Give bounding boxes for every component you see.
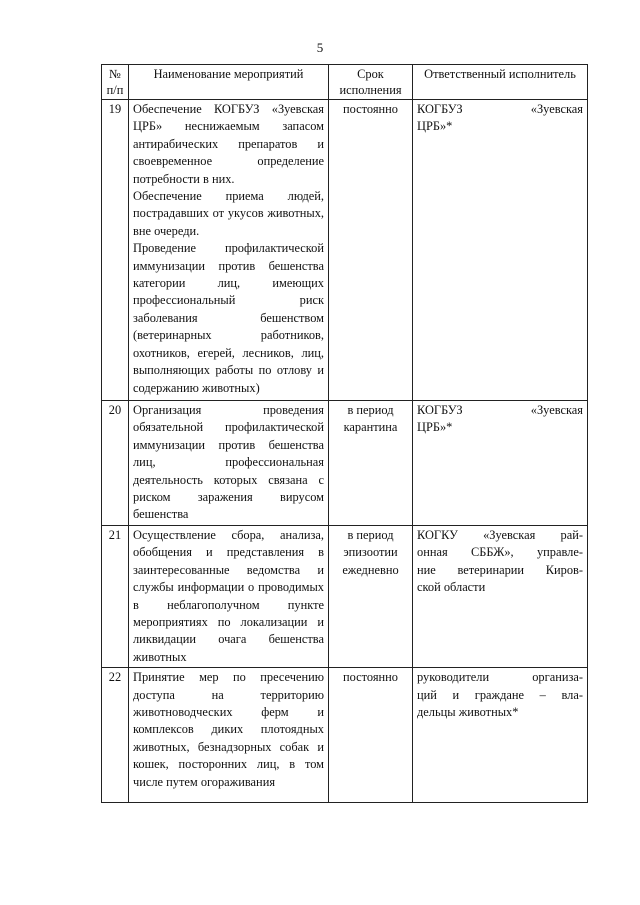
row-number: 21: [102, 526, 129, 668]
measure-name: [129, 668, 329, 803]
executor-line: дельцы животных*: [417, 705, 519, 720]
executor-line: КОГКУ «Зуевская рай-: [417, 528, 583, 542]
deadline: в период эпизоотии ежедневно: [329, 526, 413, 668]
table-row: [102, 526, 588, 668]
table-row: [102, 401, 588, 526]
executor-line: руководители организа-: [417, 670, 583, 685]
responsible-executor: [413, 526, 588, 668]
measure-paragraph: Обеспечение приема людей, пострадавших от укусов животных, вне очереди.: [133, 189, 324, 238]
executor-line: КОГБУЗ «Зуевская: [417, 403, 583, 417]
executor-line: КОГБУЗ «Зуевская: [417, 102, 583, 116]
header-term: Срок исполнения: [329, 65, 413, 100]
responsible-executor: [413, 401, 588, 526]
deadline: в период карантина: [329, 401, 413, 526]
measure-paragraph: Принятие мер по пресечению доступа на территорию животноводческих ферм и комплексов диких плотоядных животных, безнадзорных собак и кошек, посторонних лиц, в том числе путем огораживания: [133, 670, 324, 789]
responsible-executor: [413, 100, 588, 401]
measure-paragraph: Осуществление сбора, анализа, обобщения и представления в заинтересованные ведомства и службы информации о проводимых в неблагополучном пункте мероприятиях по локализации и ликвидации очага бешенства животных: [133, 528, 324, 664]
responsible-executor: [413, 668, 588, 803]
measure-paragraph: Обеспечение КОГБУЗ «Зуевская ЦРБ» неснижаемым запасом антирабических препаратов и своевременное определение потребности в них.: [133, 102, 324, 186]
header-num: № п/п: [102, 65, 129, 100]
table-header-row: [102, 65, 588, 100]
measure-paragraph: Организация проведения обязательной профилактической иммунизации против бешенства лиц, профессиональная деятельность которых связана с риском заражения вирусом бешенства: [133, 403, 324, 522]
measure-name: [129, 526, 329, 668]
row-number: 19: [102, 100, 129, 401]
header-name: Наименование мероприятий: [129, 65, 329, 100]
deadline: постоянно: [329, 668, 413, 803]
executor-line: ЦРБ»*: [417, 119, 453, 134]
executor-line: ций и граждане – вла-: [417, 687, 583, 702]
executor-line: ской области: [417, 580, 486, 595]
page-number: 5: [316, 40, 324, 55]
deadline: постоянно: [329, 100, 413, 401]
row-number: 20: [102, 401, 129, 526]
measure-name: [129, 401, 329, 526]
table-row: [102, 100, 588, 401]
executor-line: ние ветеринарии Киров-: [417, 562, 583, 577]
executor-line: ЦРБ»*: [417, 420, 453, 435]
measure-paragraph: Проведение профилактической иммунизации против бешенства категории лиц, имеющих профессиональный риск заболевания бешенством (ветеринарных работников, охотников, егерей, лесников, лиц, выполняющих работы по отлову и содержанию животных): [133, 241, 324, 395]
row-number: 22: [102, 668, 129, 803]
header-executor: Ответственный исполнитель: [413, 65, 588, 100]
table-row: [102, 668, 588, 803]
measures-table: [101, 64, 588, 803]
executor-line: онная СББЖ», управле-: [417, 545, 583, 560]
measure-name: [129, 100, 329, 401]
